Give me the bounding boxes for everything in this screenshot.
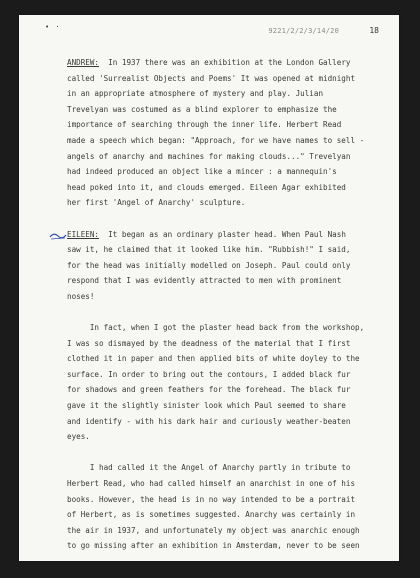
text-line: Trevelyan was costumed as a blind explorer to emphasize the bbox=[67, 104, 337, 114]
text-line: I had called it the Angel of Anarchy partly in tribute to bbox=[67, 463, 351, 473]
text-line: surface. In order to bring out the contours, I added black fur bbox=[67, 369, 351, 379]
andrew-section bbox=[67, 55, 385, 211]
text-line: for the head was initially modelled on Joseph. Paul could only bbox=[67, 260, 351, 270]
document-page bbox=[19, 15, 399, 561]
paragraph-angel-of-anarchy bbox=[67, 460, 385, 554]
text-line: ANDREW: In 1937 there was an exhibition at the London Gallery bbox=[67, 58, 351, 67]
text-line: I was so dismayed by the deadness of the material that I first bbox=[67, 338, 351, 348]
text-line: for shadows and green feathers for the forehead. The black fur bbox=[67, 385, 351, 395]
corner-marks: • · bbox=[45, 23, 61, 31]
text-line: head poked into it, and clouds emerged. Eileen Agar exhibited bbox=[67, 182, 346, 192]
text-line: called 'Surrealist Objects and Poems' It was opened at midnight bbox=[67, 73, 356, 83]
text-line: had indeed produced an object like a mincer : a mannequin's bbox=[67, 167, 337, 177]
text-line: In fact, when I got the plaster head back from the workshop, bbox=[67, 323, 365, 333]
speaker-name: ANDREW: bbox=[67, 58, 100, 67]
text-line: in an appropriate atmosphere of mystery and play. Julian bbox=[67, 89, 324, 99]
archive-reference: 9221/2/2/3/14/20 bbox=[268, 27, 339, 35]
text-line: clothed it in paper and then applied bits of white doyley to the bbox=[67, 354, 360, 364]
eileen-section bbox=[67, 227, 385, 305]
text-line: of Herbert, as is sometimes suggested. Anarchy was certainly in bbox=[67, 510, 356, 520]
text-line: Herbert Read, who had called himself an anarchist in one of his bbox=[67, 479, 356, 489]
text-line: EILEEN: It began as an ordinary plaster head. When Paul Nash bbox=[67, 229, 346, 239]
page-number: 18 bbox=[369, 26, 379, 35]
text-line: the air in 1937, and unfortunately my object was anarchic enough bbox=[67, 525, 360, 535]
text-line: importance of searching through the inner life. Herbert Read bbox=[67, 120, 342, 130]
paragraph-workshop bbox=[67, 320, 385, 445]
text-line: eyes. bbox=[67, 432, 90, 442]
text-line: and identify - with his dark hair and curiously weather-beaten bbox=[67, 416, 351, 426]
margin-annotation-mark bbox=[49, 231, 67, 241]
text-line: to go missing after an exhibition in Amsterdam, never to be seen bbox=[67, 541, 360, 551]
text-line: gave it the slightly sinister look which Paul seemed to share bbox=[67, 401, 346, 411]
text-line: respond that I was evidently attracted to men with prominent bbox=[67, 276, 342, 286]
speaker-name: EILEEN: bbox=[67, 229, 100, 239]
text-line: her first 'Angel of Anarchy' sculpture. bbox=[67, 198, 246, 208]
text-line: made a speech which began: "Approach, for we have names to sell - bbox=[67, 135, 365, 145]
text-line: noses! bbox=[67, 291, 95, 301]
text-line: books. However, the head is in no way intended to be a portrait bbox=[67, 494, 356, 504]
text-line: saw it, he claimed that it looked like him. "Rubbish!" I said, bbox=[67, 245, 351, 255]
document-body bbox=[67, 55, 385, 554]
text-line: angels of anarchy and machines for making clouds..." Trevelyan bbox=[67, 151, 351, 161]
